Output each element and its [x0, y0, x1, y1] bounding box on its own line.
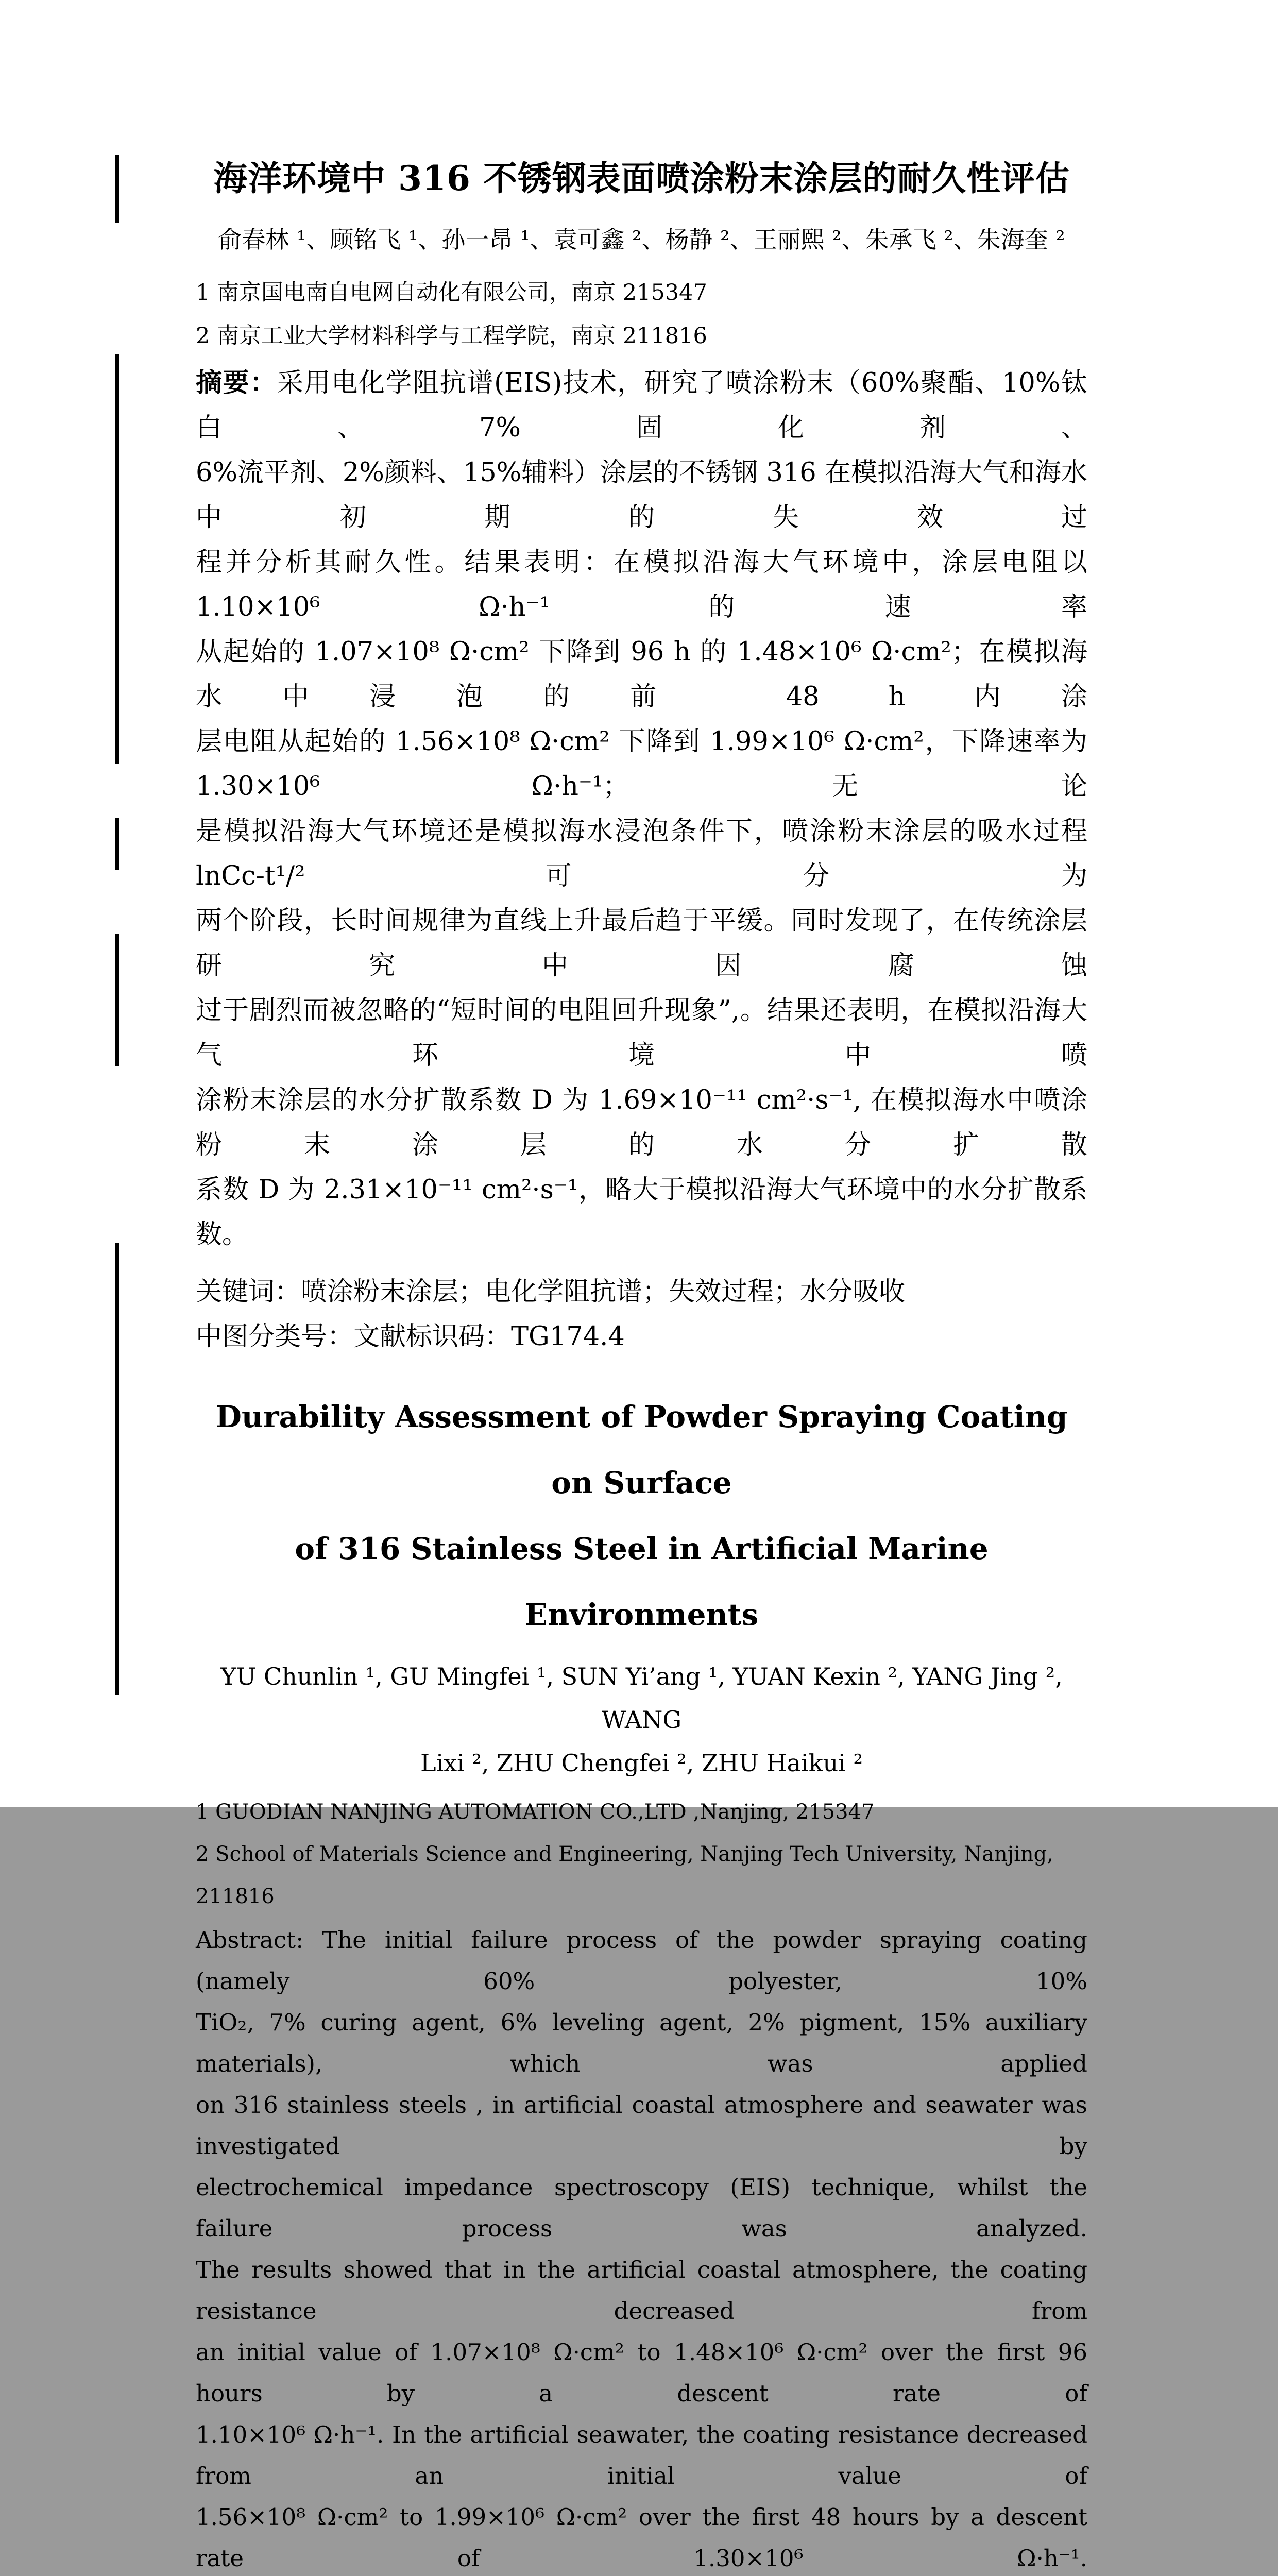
english-affiliation-line: 2 School of Materials Science and Engineering, Nanjing Tech University, Nanjing, 211816: [196, 1842, 1053, 1908]
chinese-keywords: 关键词：喷涂粉末涂层；电化学阻抗谱；失效过程；水分吸收: [196, 1277, 906, 1307]
chinese-abstract-line: 过于剧烈而被忽略的“短时间的电阻回升现象”,。结果还表明，在模拟沿海大气环境中喷: [196, 995, 1087, 1071]
chinese-abstract-label: 摘要：: [196, 367, 277, 398]
revision-change-bar: [115, 934, 119, 1066]
chinese-abstract-line: 程并分析其耐久性。结果表明：在模拟沿海大气环境中，涂层电阻以 1.10×10⁶ Ω·h⁻¹ 的速率: [196, 547, 1087, 622]
english-abstract: [196, 1920, 1087, 2576]
chinese-abstract-line: 从起始的 1.07×10⁸ Ω·cm² 下降到 96 h 的 1.48×10⁶ Ω·cm²；在模拟海水中浸泡的前 48 h 内涂: [196, 637, 1087, 712]
english-abstract-lines: [196, 1920, 1087, 2576]
clc-classification-line: 中图分类号：文献标识码：TG174.4: [196, 1321, 625, 1352]
chinese-abstract-first-line: [196, 361, 1087, 450]
english-abstract-line: Abstract: The initial failure process of the powder spraying coating (namely 60% polyester, 10%: [196, 1926, 1087, 1995]
chinese-abstract: [196, 361, 1087, 1257]
chinese-abstract-line: 是模拟沿海大气环境还是模拟海水浸泡条件下，喷涂粉末涂层的吸水过程 lnCc-t¹/² 可分为: [196, 816, 1087, 891]
chinese-abstract-line: 层电阻从起始的 1.56×10⁸ Ω·cm² 下降到 1.99×10⁶ Ω·cm²，下降速率为 1.30×10⁶ Ω·h⁻¹；无论: [196, 726, 1087, 802]
english-title-line: Durability Assessment of Powder Spraying Coating on Surface: [215, 1399, 1068, 1500]
english-affiliations: [196, 1791, 1087, 1918]
revision-change-bar: [115, 818, 119, 870]
english-abstract-line: electrochemical impedance spectroscopy (EIS) technique, whilst the failure process was analyzed.: [196, 2174, 1087, 2242]
english-abstract-line: on 316 stainless steels , in artificial coastal atmosphere and seawater was investigated by: [196, 2091, 1087, 2160]
english-author-list: [196, 1655, 1087, 1785]
english-abstract-line: an initial value of 1.07×10⁸ Ω·cm² to 1.48×10⁶ Ω·cm² over the first 96 hours by a descent rate of: [196, 2338, 1087, 2407]
chinese-abstract-line: 6%流平剂、2%颜料、15%辅料）涂层的不锈钢 316 在模拟沿海大气和海水中初期的失效过: [196, 457, 1087, 533]
chinese-author-list: 俞春林 ¹、顾铭飞 ¹、孙一昂 ¹、袁可鑫 ²、杨静 ²、王丽熙 ²、朱承飞 ²、朱海奎 ²: [218, 226, 1065, 253]
english-abstract-line: The results showed that in the artificial coastal atmosphere, the coating resistance decreased from: [196, 2256, 1087, 2325]
chinese-affiliations: [196, 271, 1087, 358]
english-affiliation-line: 1 GUODIAN NANJING AUTOMATION CO.,LTD ,Nanjing, 215347: [196, 1800, 875, 1824]
chinese-abstract-first-text: 采用电化学阻抗谱(EIS)技术，研究了喷涂粉末（60%聚酯、10%钛白、7%固化剂、: [196, 368, 1087, 443]
english-abstract-line: TiO₂, 7% curing agent, 6% leveling agent, 2% pigment, 15% auxiliary materials), which was applied: [196, 2009, 1087, 2077]
chinese-title: 海洋环境中 316 不锈钢表面喷涂粉末涂层的耐久性评估: [213, 158, 1070, 198]
revision-change-bar: [115, 354, 119, 764]
chinese-abstract-line: 两个阶段，长时间规律为直线上升最后趋于平缓。同时发现了，在传统涂层研究中因腐蚀: [196, 906, 1087, 981]
english-abstract-line: 1.56×10⁸ Ω·cm² to 1.99×10⁶ Ω·cm² over the first 48 hours by a descent rate of 1.30×10⁶ Ω·h⁻¹.: [196, 2503, 1087, 2572]
chinese-abstract-lines: [196, 450, 1087, 1257]
revision-change-bar: [115, 155, 119, 223]
chinese-abstract-line: 系数 D 为 2.31×10⁻¹¹ cm²·s⁻¹，略大于模拟沿海大气环境中的水分扩散系数。: [196, 1175, 1087, 1250]
english-abstract-line: 1.10×10⁶ Ω·h⁻¹. In the artificial seawater, the coating resistance decreased from an initial value of: [196, 2421, 1087, 2489]
page-content: [196, 0, 1087, 2576]
english-title-line: of 316 Stainless Steel in Artificial Marine Environments: [295, 1531, 989, 1632]
english-author-line: Lixi ², ZHU Chengfei ², ZHU Haikui ²: [420, 1749, 863, 1777]
chinese-affiliation-line: 2 南京工业大学材料科学与工程学院，南京 211816: [196, 323, 707, 349]
chinese-abstract-line: 涂粉末涂层的水分扩散系数 D 为 1.69×10⁻¹¹ cm²·s⁻¹, 在模拟海水中喷涂粉末涂层的水分扩散: [196, 1085, 1087, 1160]
english-title: [196, 1384, 1087, 1648]
english-author-line: YU Chunlin ¹, GU Mingfei ¹, SUN Yi’ang ¹, YUAN Kexin ², YANG Jing ², WANG: [220, 1663, 1063, 1734]
revision-change-bar: [115, 1243, 119, 1695]
chinese-affiliation-line: 1 南京国电南自电网自动化有限公司，南京 215347: [196, 280, 707, 306]
